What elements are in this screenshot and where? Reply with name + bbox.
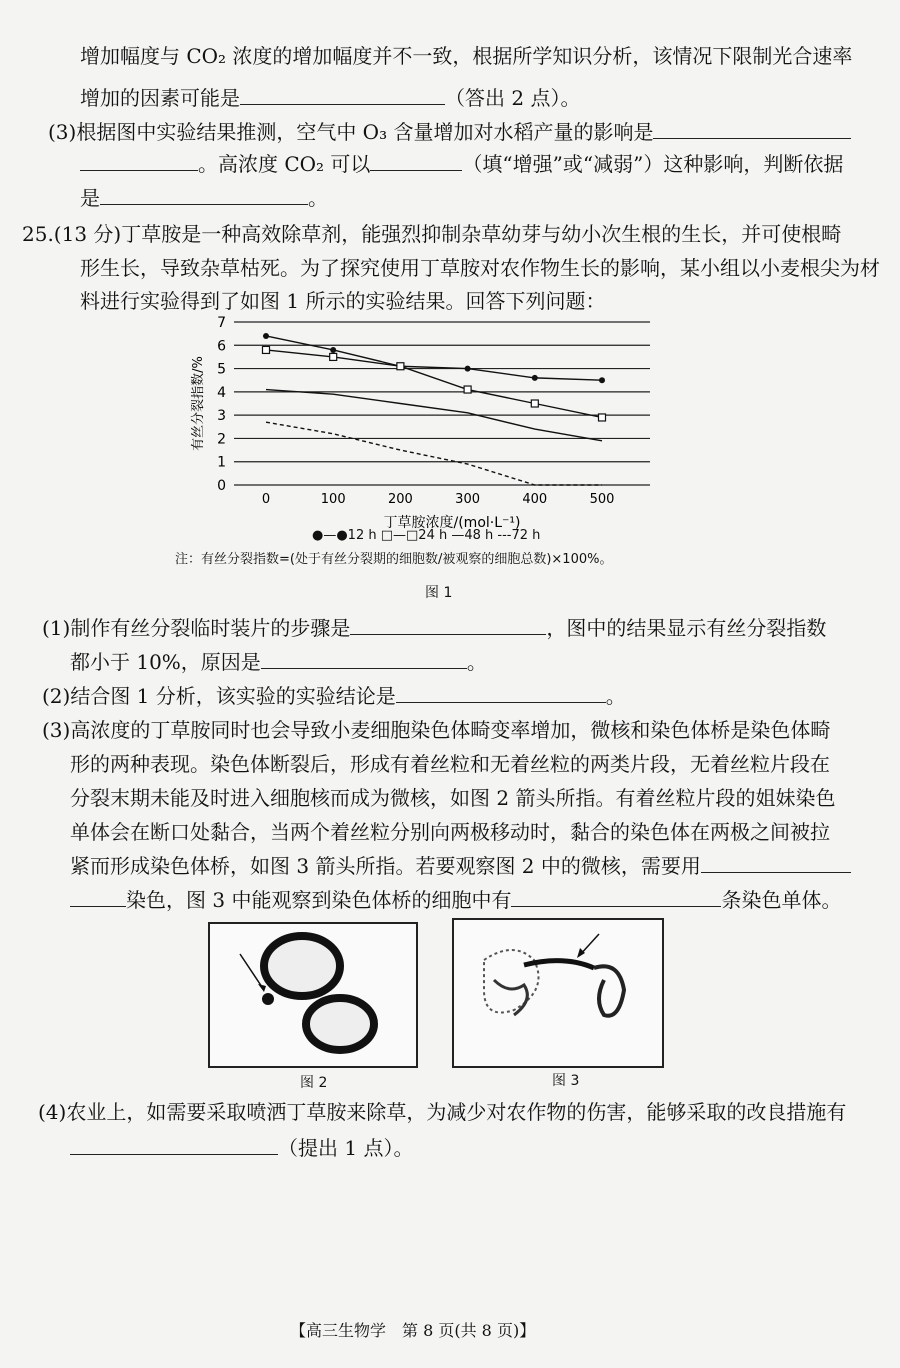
data-point	[465, 366, 471, 372]
data-point	[599, 414, 606, 421]
data-point	[330, 353, 337, 360]
figure-1-caption: 图 1	[425, 585, 453, 601]
q25-line-2: 形生长，导致杂草枯死。为了探究使用丁草胺对农作物生长的影响，某小组以小麦根尖为材	[80, 256, 880, 280]
figure-2-caption: 图 2	[300, 1075, 328, 1091]
sub3-line-6	[70, 886, 841, 914]
sub2-text: (2)结合图 1 分析，该实验的实验结论是	[42, 684, 396, 708]
sub3-line-5-text: 紧而形成染色体桥，如图 3 箭头所指。若要观察图 2 中的微核，需要用	[70, 854, 701, 878]
micronucleus-image	[210, 924, 416, 1066]
figure-3-micrograph	[452, 918, 664, 1068]
figure-2-micrograph	[208, 922, 418, 1068]
sub3-line-3: 分裂末期未能及时进入细胞核而成为微核，如图 2 箭头所指。有着丝粒片段的姐妹染色	[70, 786, 836, 810]
sub1-tail: ，图中的结果显示有丝分裂指数	[546, 616, 827, 640]
sub3-line-4: 单体会在断口处黏合，当两个着丝粒分别向两极移动时，黏合的染色体在两极之间被拉	[70, 820, 830, 844]
y-tick-label: 4	[217, 384, 226, 401]
sub1-line-1	[42, 614, 826, 642]
answer-blank[interactable]	[653, 118, 851, 139]
prev-q3-text: (3)根据图中实验结果推测，空气中 O₃ 含量增加对水稻产量的影响是	[48, 120, 654, 144]
y-tick-label: 1	[217, 454, 226, 471]
sub4-tail: （提出 1 点）。	[278, 1136, 414, 1160]
sub3-line-5	[70, 852, 851, 880]
answer-blank[interactable]	[370, 150, 462, 171]
answer-blank[interactable]	[70, 886, 126, 907]
answer-blank[interactable]	[70, 1134, 278, 1155]
x-tick-label: 200	[387, 492, 413, 507]
page-footer: 【高三生物学 第 8 页(共 8 页)】	[290, 1321, 536, 1340]
prev-line-1: 增加幅度与 CO₂ 浓度的增加幅度并不一致，根据所学知识分析，该情况下限制光合速率	[80, 44, 853, 68]
figure-1-chart	[180, 300, 660, 540]
y-tick-label: 2	[217, 431, 226, 448]
y-tick-label: 5	[217, 361, 226, 378]
chart-svg	[180, 300, 660, 540]
data-point	[532, 375, 538, 381]
answer-blank[interactable]	[261, 648, 467, 669]
x-tick-label: 300	[455, 492, 481, 507]
prev-q3-line-3-tail: 。	[308, 186, 328, 210]
data-point	[330, 347, 336, 353]
sub1-line-2-tail: 。	[466, 650, 487, 674]
chromosome-bridge-image	[454, 920, 662, 1066]
data-point	[599, 377, 605, 383]
sub2-tail: 。	[605, 684, 626, 708]
answer-blank[interactable]	[100, 184, 308, 205]
x-tick-label: 0	[261, 492, 271, 507]
prev-line-2-tail: （答出 2 点）。	[445, 86, 581, 110]
prev-q3-line-2-text: 。高浓度 CO₂ 可以	[198, 152, 371, 176]
prev-q3-line-2	[80, 150, 843, 178]
sub1-text: (1)制作有丝分裂临时装片的步骤是	[42, 616, 351, 640]
sub3-line-6-text: 染色，图 3 中能观察到染色体桥的细胞中有	[126, 888, 512, 912]
answer-blank[interactable]	[240, 84, 445, 105]
q25-line-1: 25.(13 分)丁草胺是一种高效除草剂，能强烈抑制杂草幼芽与幼小次生根的生长，并可使根畸	[22, 222, 842, 246]
q25-line-3: 料进行实验得到了如图 1 所示的实验结果。回答下列问题：	[80, 289, 606, 313]
y-tick-label: 3	[217, 408, 226, 425]
prev-line-2	[80, 84, 580, 112]
y-axis-label: 有丝分裂指数/%	[191, 356, 206, 451]
sub3-line-2: 形的两种表现。染色体断裂后，形成有着丝粒和无着丝粒的两类片段，无着丝粒片段在	[70, 752, 830, 776]
prev-q3-line-3-text: 是	[80, 186, 100, 210]
data-point	[464, 386, 471, 393]
series-line-1	[266, 350, 602, 418]
data-point	[397, 363, 404, 370]
y-tick-label: 7	[217, 315, 226, 331]
x-tick-label: 100	[320, 492, 346, 507]
prev-q3-line-1	[48, 118, 851, 146]
sub4-line-2	[70, 1134, 413, 1162]
sub1-line-2-text: 都小于 10%，原因是	[70, 650, 261, 674]
chart-note: 注：有丝分裂指数=(处于有丝分裂期的细胞数/被观察的细胞总数)×100%。	[175, 552, 613, 567]
sub3-line-1: (3)高浓度的丁草胺同时也会导致小麦细胞染色体畸变率增加，微核和染色体桥是染色体畸	[42, 718, 831, 742]
figure-3-caption: 图 3	[552, 1073, 580, 1089]
y-tick-label: 0	[217, 478, 226, 494]
answer-blank[interactable]	[701, 852, 851, 873]
answer-blank[interactable]	[350, 614, 546, 635]
data-point	[263, 346, 270, 353]
y-tick-label: 6	[217, 338, 226, 355]
prev-q3-line-2-tail: （填“增强”或“减弱”）这种影响，判断依据	[462, 152, 844, 176]
answer-blank[interactable]	[511, 886, 721, 907]
series-line-0	[266, 336, 602, 380]
answer-blank[interactable]	[80, 150, 198, 171]
x-tick-label: 400	[522, 492, 548, 507]
data-point	[263, 333, 269, 339]
answer-blank[interactable]	[396, 682, 606, 703]
x-tick-label: 500	[589, 492, 615, 507]
data-point	[531, 400, 538, 407]
prev-line-2-text: 增加的因素可能是	[80, 86, 240, 110]
sub3-line-6-tail: 条染色单体。	[721, 888, 842, 912]
sub2-line	[42, 682, 626, 710]
sub4-line-1: (4)农业上，如需要采取喷洒丁草胺来除草，为减少对农作物的伤害，能够采取的改良措施有	[38, 1100, 847, 1124]
prev-q3-line-3	[80, 184, 328, 212]
x-axis-label: 丁草胺浓度/(mol·L⁻¹)	[383, 515, 521, 531]
sub1-line-2	[70, 648, 487, 676]
chart-legend: ●—●12 h □—□24 h —48 h ---72 h	[312, 528, 541, 543]
